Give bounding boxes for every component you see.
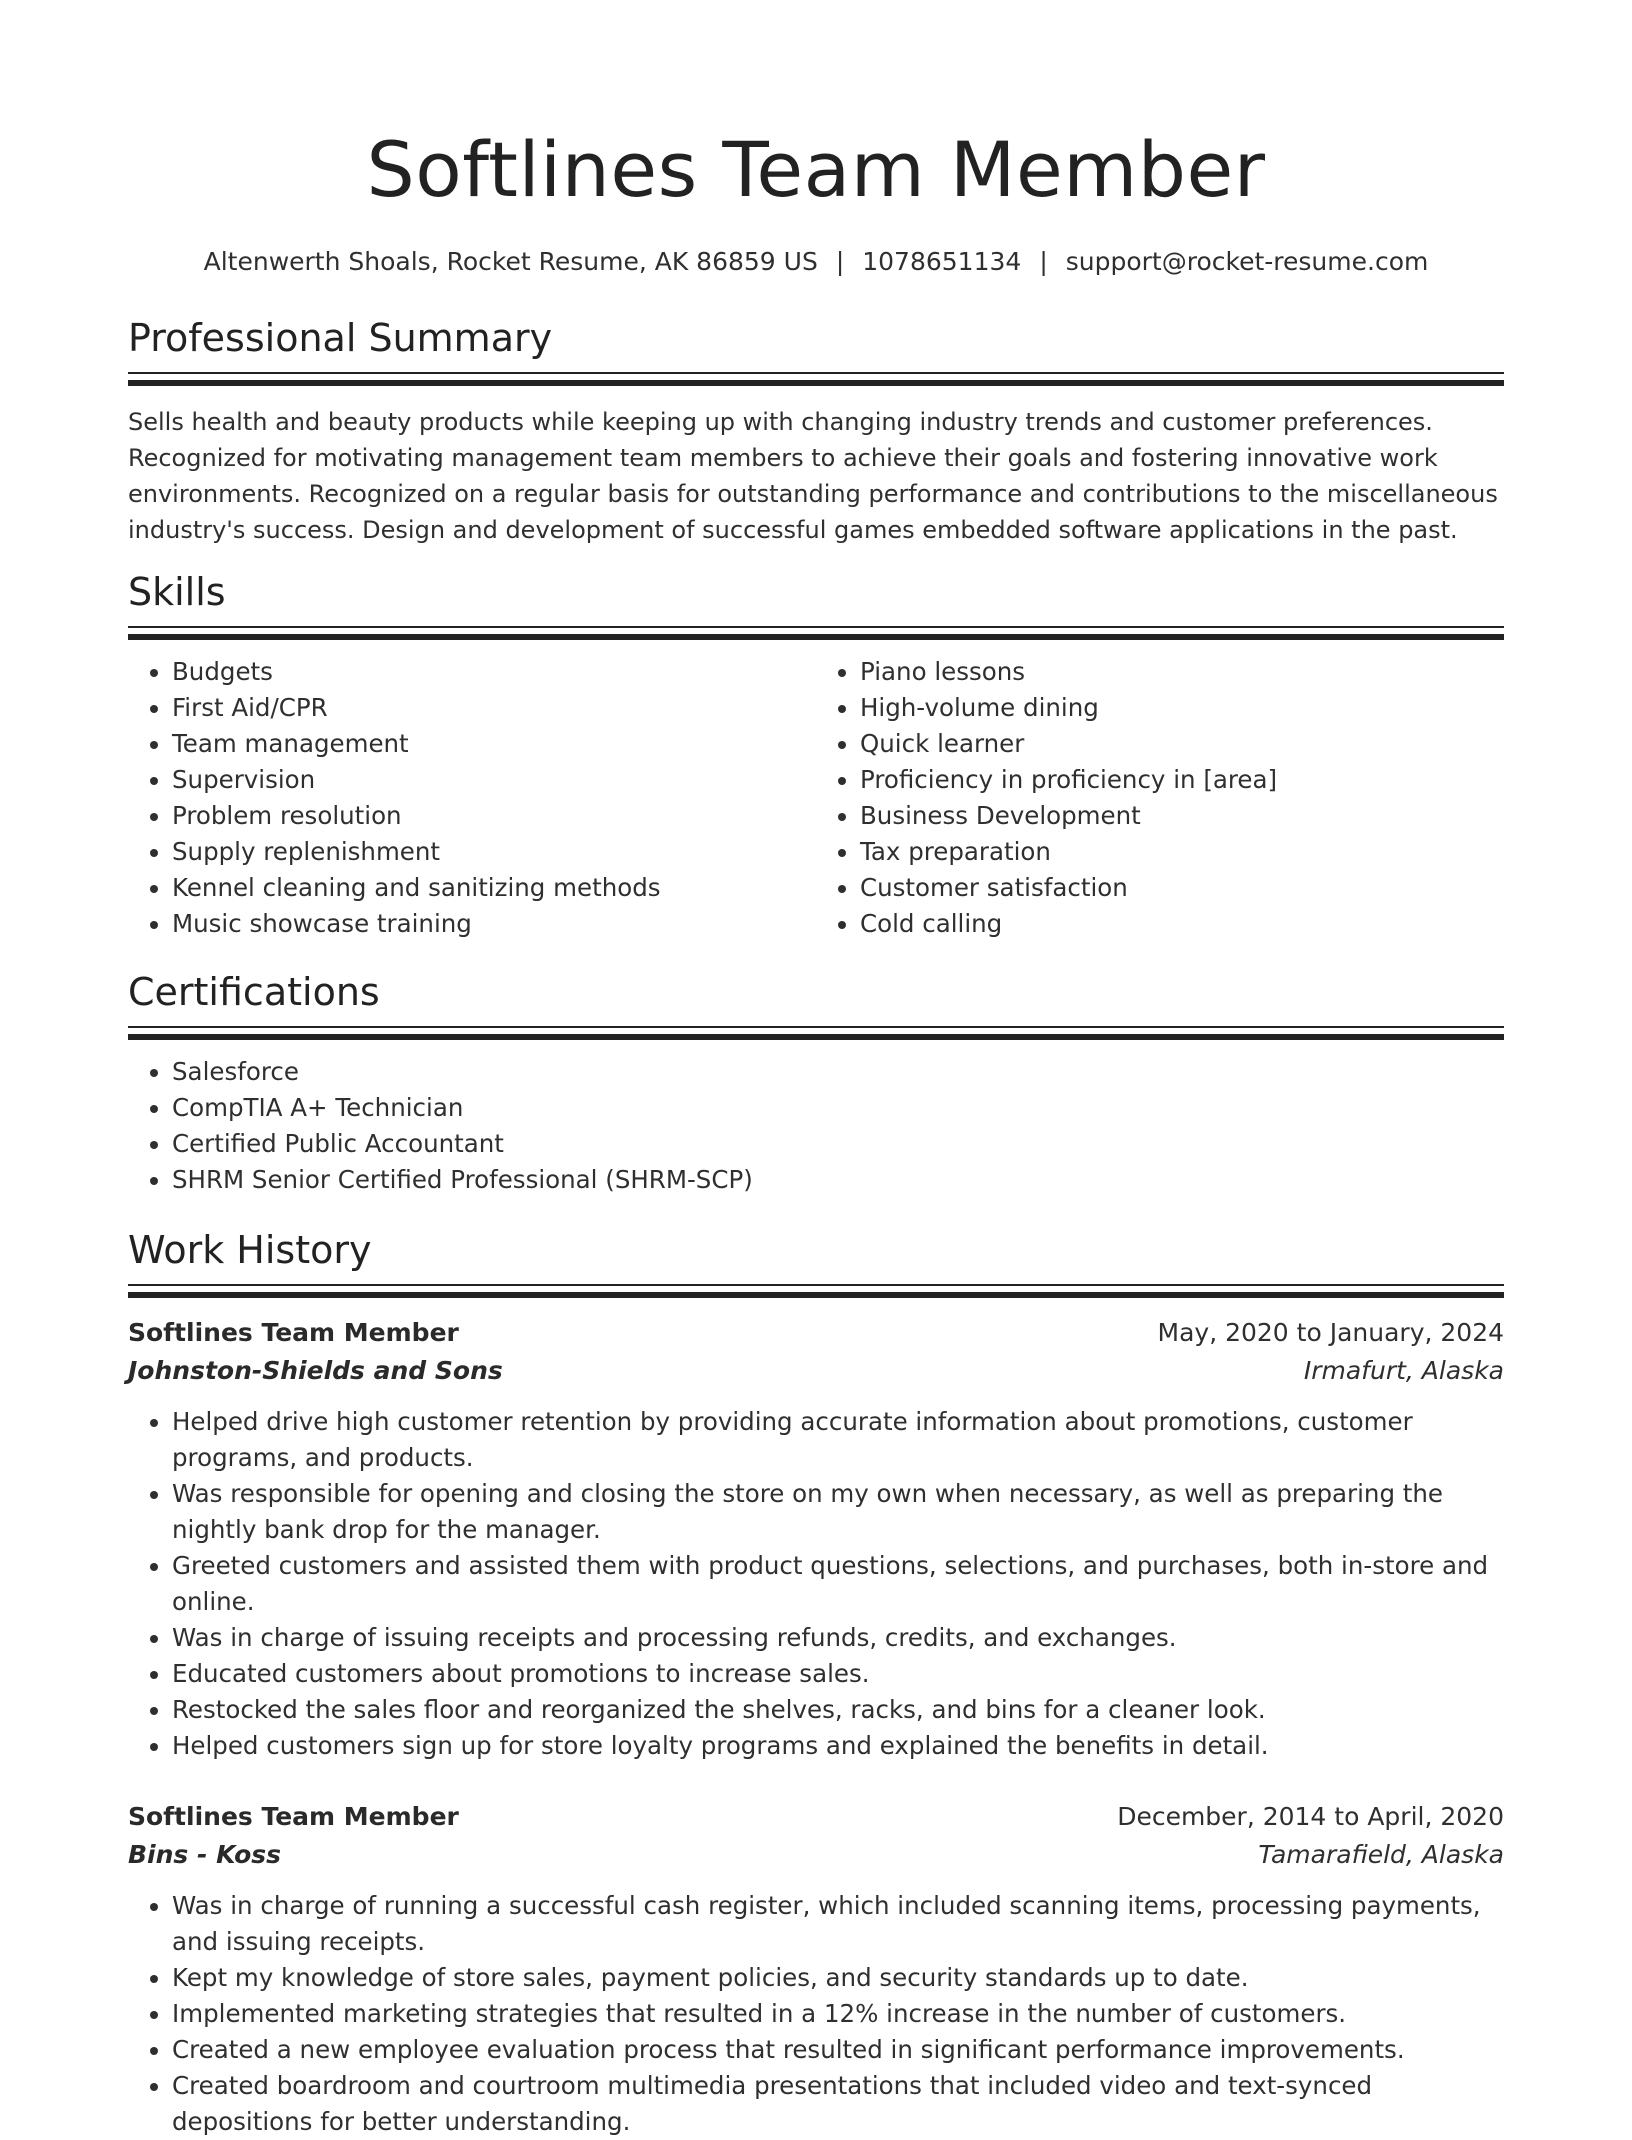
job-company: Bins - Koss <box>128 1840 282 1869</box>
skill-item: • First Aid/CPR <box>172 690 816 726</box>
contact-address: Altenwerth Shoals, Rocket Resume, AK 86859 US <box>203 247 818 276</box>
job-duties-list <box>128 1404 1504 1764</box>
skill-item: • Budgets <box>172 654 816 690</box>
summary-section <box>128 314 1504 548</box>
job-entry <box>128 1314 1504 1764</box>
skill-item: • Cold calling <box>860 906 1504 942</box>
skill-item: • Proficiency in proficiency in [area] <box>860 762 1504 798</box>
job-duty-item: • Was in charge of issuing receipts and processing refunds, credits, and exchanges. <box>172 1620 1504 1656</box>
skill-item: • Team management <box>172 726 816 762</box>
certifications-heading: Certifications <box>128 970 380 1014</box>
certification-item: • Certified Public Accountant <box>172 1126 1504 1162</box>
contact-line <box>128 246 1504 278</box>
job-header <box>128 1798 1504 1836</box>
job-duty-item: • Created a new employee evaluation process that resulted in significant performance improvements. <box>172 2032 1504 2068</box>
job-subheader <box>128 1352 1504 1390</box>
job-duty-item: • Was in charge of running a successful cash register, which included scanning items, processing payments, and issuing receipts. <box>172 1888 1504 1960</box>
skill-item: • Business Development <box>860 798 1504 834</box>
certification-item: • SHRM Senior Certified Professional (SHRM-SCP) <box>172 1162 1504 1198</box>
work-history-heading: Work History <box>128 1228 372 1272</box>
resume-name: Softlines Team Member <box>366 125 1266 214</box>
contact-email: support@rocket-resume.com <box>1065 247 1429 276</box>
contact-separator: | <box>835 247 845 276</box>
contact-phone: 1078651134 <box>862 247 1022 276</box>
job-duty-item: • Implemented marketing strategies that resulted in a 12% increase in the number of customers. <box>172 1996 1504 2032</box>
section-divider <box>128 1026 1504 1040</box>
job-duty-item: • Helped customers sign up for store loyalty programs and explained the benefits in detail. <box>172 1728 1504 1764</box>
skill-item: • Quick learner <box>860 726 1504 762</box>
job-duty-item: • Restocked the sales floor and reorganized the shelves, racks, and bins for a cleaner look. <box>172 1692 1504 1728</box>
skill-item: • Kennel cleaning and sanitizing methods <box>172 870 816 906</box>
skills-list-right <box>816 654 1504 942</box>
job-dates: December, 2014 to April, 2020 <box>1117 1802 1504 1831</box>
summary-heading: Professional Summary <box>128 316 553 360</box>
job-title: Softlines Team Member <box>128 1802 459 1831</box>
job-header <box>128 1314 1504 1352</box>
certification-item: • Salesforce <box>172 1054 1504 1090</box>
job-entry <box>128 1798 1504 2140</box>
job-location: Tamarafield, Alaska <box>1258 1840 1504 1869</box>
skills-grid <box>128 654 1504 942</box>
job-dates: May, 2020 to January, 2024 <box>1157 1318 1504 1347</box>
skill-item: • Piano lessons <box>860 654 1504 690</box>
skill-item: • Problem resolution <box>172 798 816 834</box>
job-location: Irmafurt, Alaska <box>1303 1356 1504 1385</box>
job-company: Johnston-Shields and Sons <box>128 1356 503 1385</box>
contact-separator: | <box>1039 247 1048 276</box>
section-divider <box>128 372 1504 386</box>
skills-section <box>128 568 1504 942</box>
job-duty-item: • Educated customers about promotions to increase sales. <box>172 1656 1504 1692</box>
job-duties-list <box>128 1888 1504 2140</box>
skill-item: • Supervision <box>172 762 816 798</box>
job-duty-item: • Greeted customers and assisted them with product questions, selections, and purchases, both in-store and online. <box>172 1548 1504 1620</box>
skill-item: • Music showcase training <box>172 906 816 942</box>
certification-item: • CompTIA A+ Technician <box>172 1090 1504 1126</box>
skill-item: • High-volume dining <box>860 690 1504 726</box>
certifications-list <box>128 1054 1504 1198</box>
skill-item: • Supply replenishment <box>172 834 816 870</box>
skill-item: • Tax preparation <box>860 834 1504 870</box>
job-duty-item: • Created boardroom and courtroom multimedia presentations that included video and text-synced depositions for better understanding. <box>172 2068 1504 2140</box>
job-duty-item: • Kept my knowledge of store sales, payment policies, and security standards up to date. <box>172 1960 1504 1996</box>
skill-item: • Customer satisfaction <box>860 870 1504 906</box>
job-title: Softlines Team Member <box>128 1318 459 1347</box>
summary-text: Sells health and beauty products while keeping up with changing industry trends and customer preferences. Recognized for motivating management team members to achieve their goals and fostering innovative work environments. Recognized on a regular basis for outstanding performance and contributions to the miscellaneous industry's success. Design and development of successful games embedded software applications in the past. <box>128 408 1498 544</box>
certifications-section <box>128 968 1504 1198</box>
section-divider <box>128 626 1504 640</box>
work-history-section <box>128 1226 1504 2140</box>
section-divider <box>128 1284 1504 1298</box>
job-subheader <box>128 1836 1504 1874</box>
skills-list-left <box>128 654 816 942</box>
skills-heading: Skills <box>128 570 226 614</box>
job-duty-item: • Was responsible for opening and closing the store on my own when necessary, as well as preparing the nightly bank drop for the manager. <box>172 1476 1504 1548</box>
job-duty-item: • Helped drive high customer retention by providing accurate information about promotions, customer programs, and products. <box>172 1404 1504 1476</box>
